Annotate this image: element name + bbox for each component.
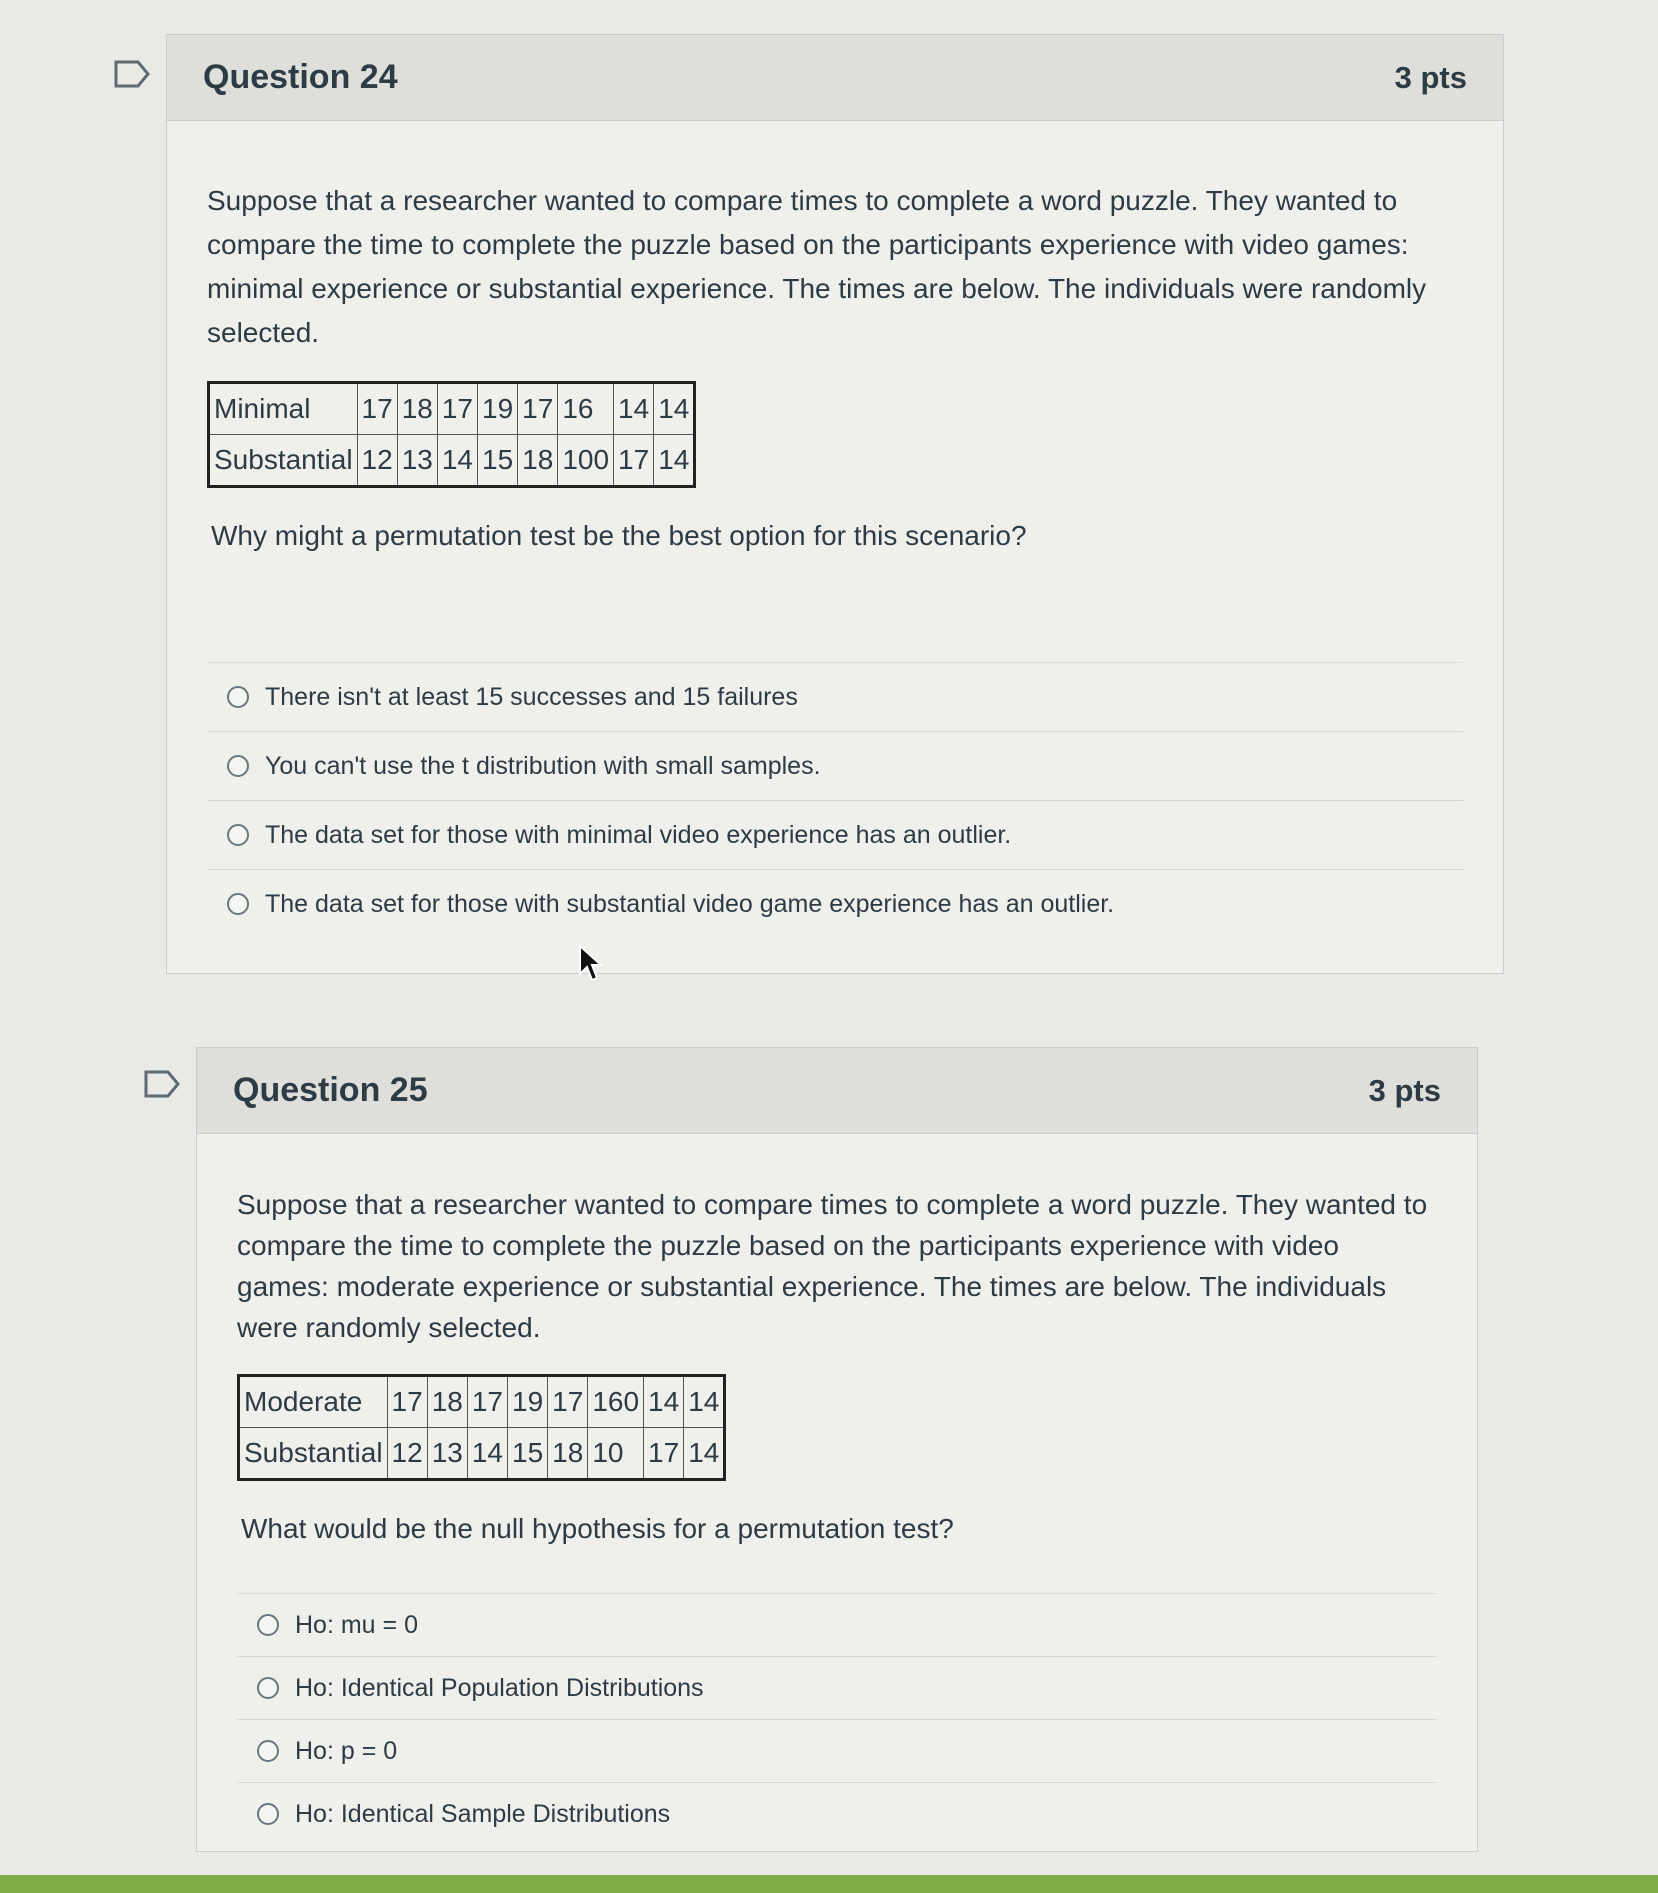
table-cell: 16 [558,383,614,435]
question-25 [196,1047,1478,1852]
table-cell: 13 [397,435,437,487]
question-24 [166,34,1504,974]
table-cell: 17 [614,435,654,487]
table-cell: 14 [654,383,695,435]
table-row [209,383,695,435]
radio-button[interactable] [227,824,249,846]
table-cell: 13 [427,1428,467,1480]
answer-option[interactable] [207,662,1463,731]
table-cell: 19 [508,1376,548,1428]
table-cell: 14 [437,435,477,487]
radio-button[interactable] [257,1740,279,1762]
table-cell: 18 [397,383,437,435]
answer-option[interactable] [237,1593,1437,1656]
row-label: Substantial [239,1428,388,1480]
question-body [167,121,1503,938]
question-text: What would be the null hypothesis for a permutation test? [241,1513,954,1544]
question-points: 3 pts [1394,59,1467,95]
answer-option[interactable] [207,731,1463,800]
answer-label[interactable]: Ho: Identical Sample Distributions [295,1799,671,1828]
answer-label[interactable]: The data set for those with substantial video game experience has an outlier. [265,889,1115,918]
question-prompt: Suppose that a researcher wanted to compare times to complete a word puzzle. They wanted to compare the time to complete the puzzle based on the participants experience with video games: minimal experience or substantial experience. The times are below. The individuals were randomly selected. [207,185,1427,348]
question-text: Why might a permutation test be the best option for this scenario? [211,520,1027,551]
answer-option[interactable] [237,1719,1437,1782]
table-row [209,435,695,487]
row-label: Moderate [239,1376,388,1428]
question-body [197,1134,1477,1845]
answer-list [207,662,1463,938]
table-cell: 19 [478,383,518,435]
mouse-pointer-icon [578,944,604,984]
table-cell: 17 [548,1376,588,1428]
answer-option[interactable] [237,1656,1437,1719]
flag-question-24-icon[interactable] [114,60,150,88]
question-title: Question 25 [233,1071,428,1109]
table-cell: 17 [518,383,558,435]
radio-button[interactable] [227,755,249,777]
table-row [239,1376,725,1428]
table-cell: 160 [588,1376,644,1428]
table-cell: 12 [357,435,397,487]
question-points: 3 pts [1368,1072,1441,1108]
answer-option[interactable] [207,800,1463,869]
answer-option[interactable] [237,1782,1437,1845]
answer-option[interactable] [207,869,1463,938]
flag-question-25-icon[interactable] [144,1070,180,1098]
radio-button[interactable] [257,1677,279,1699]
table-cell: 17 [467,1376,507,1428]
answer-label[interactable]: Ho: p = 0 [295,1736,398,1765]
question-title: Question 24 [203,58,398,96]
table-cell: 14 [684,1428,725,1480]
table-cell: 14 [614,383,654,435]
question-prompt: Suppose that a researcher wanted to compare times to complete a word puzzle. They wanted to compare the time to complete the puzzle based on the participants experience with video games: moderate experience or substantial experience. The times are below. The individuals were randomly selected. [237,1189,1428,1343]
bottom-bar [0,1875,1658,1893]
table-cell: 10 [588,1428,644,1480]
table-cell: 18 [518,435,558,487]
answer-list [237,1593,1437,1845]
table-cell: 14 [467,1428,507,1480]
table-row [239,1428,725,1480]
table-cell: 17 [437,383,477,435]
answer-label[interactable]: Ho: Identical Population Distributions [295,1673,704,1702]
table-cell: 18 [548,1428,588,1480]
answer-label[interactable]: You can't use the t distribution with small samples. [265,751,821,780]
data-table [237,1374,726,1481]
row-label: Minimal [209,383,358,435]
table-cell: 17 [644,1428,684,1480]
question-header [197,1048,1477,1134]
table-cell: 14 [644,1376,684,1428]
answer-label[interactable]: The data set for those with minimal video experience has an outlier. [265,820,1012,849]
data-table [207,381,696,488]
table-cell: 100 [558,435,614,487]
table-cell: 17 [387,1376,427,1428]
question-header [167,35,1503,121]
table-cell: 18 [427,1376,467,1428]
table-cell: 17 [357,383,397,435]
radio-button[interactable] [227,893,249,915]
table-cell: 15 [478,435,518,487]
table-cell: 14 [684,1376,725,1428]
row-label: Substantial [209,435,358,487]
table-cell: 15 [508,1428,548,1480]
table-cell: 12 [387,1428,427,1480]
table-cell: 14 [654,435,695,487]
answer-label[interactable]: There isn't at least 15 successes and 15 failures [265,682,798,711]
radio-button[interactable] [257,1614,279,1636]
radio-button[interactable] [257,1803,279,1825]
answer-label[interactable]: Ho: mu = 0 [295,1610,418,1639]
radio-button[interactable] [227,686,249,708]
